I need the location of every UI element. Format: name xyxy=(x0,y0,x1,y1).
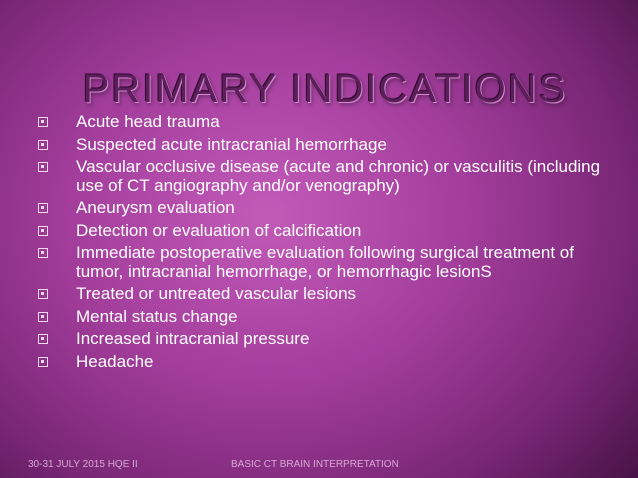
list-item-text: Headache xyxy=(76,351,154,371)
checkbox-bullet-icon xyxy=(38,289,48,299)
indications-list xyxy=(38,113,618,375)
list-item xyxy=(38,158,618,195)
list-item xyxy=(38,244,618,281)
list-item xyxy=(38,353,618,372)
checkbox-bullet-icon xyxy=(38,357,48,367)
list-item xyxy=(38,285,618,304)
checkbox-bullet-icon xyxy=(38,334,48,344)
list-item-text: Aneurysm evaluation xyxy=(76,198,235,217)
list-item xyxy=(38,199,618,218)
list-item-text: Acute head trauma xyxy=(76,112,220,131)
list-item-text: Immediate postoperative evaluation following surgical treatment of tumor, intracranial hemorrhage, or hemorrhagic lesionS xyxy=(76,243,574,281)
checkbox-bullet-icon xyxy=(38,117,48,127)
list-item xyxy=(38,330,618,349)
list-item-text: Suspected acute intracranial hemorrhage xyxy=(76,134,387,154)
list-item-text: Increased intracranial pressure xyxy=(76,329,310,348)
list-item-text: Detection or evaluation of calcification xyxy=(76,220,362,240)
checkbox-bullet-icon xyxy=(38,162,48,172)
list-item xyxy=(38,113,618,132)
checkbox-bullet-icon xyxy=(38,312,48,322)
slide-title: PRIMARY INDICATIONS xyxy=(82,66,568,111)
checkbox-bullet-icon xyxy=(38,140,48,150)
list-item xyxy=(38,136,618,155)
checkbox-bullet-icon xyxy=(38,203,48,213)
list-item xyxy=(38,222,618,241)
list-item xyxy=(38,308,618,327)
checkbox-bullet-icon xyxy=(38,226,48,236)
list-item-text: Vascular occlusive disease (acute and chronic) or vasculitis (including use of CT angiography and/or venography) xyxy=(76,157,601,195)
footer-date: 30-31 JULY 2015 HQE II xyxy=(28,459,138,470)
list-item-text: Treated or untreated vascular lesions xyxy=(76,284,357,303)
checkbox-bullet-icon xyxy=(38,248,48,258)
list-item-text: Mental status change xyxy=(76,306,238,326)
footer-title: BASIC CT BRAIN INTERPRETATION xyxy=(231,459,399,470)
